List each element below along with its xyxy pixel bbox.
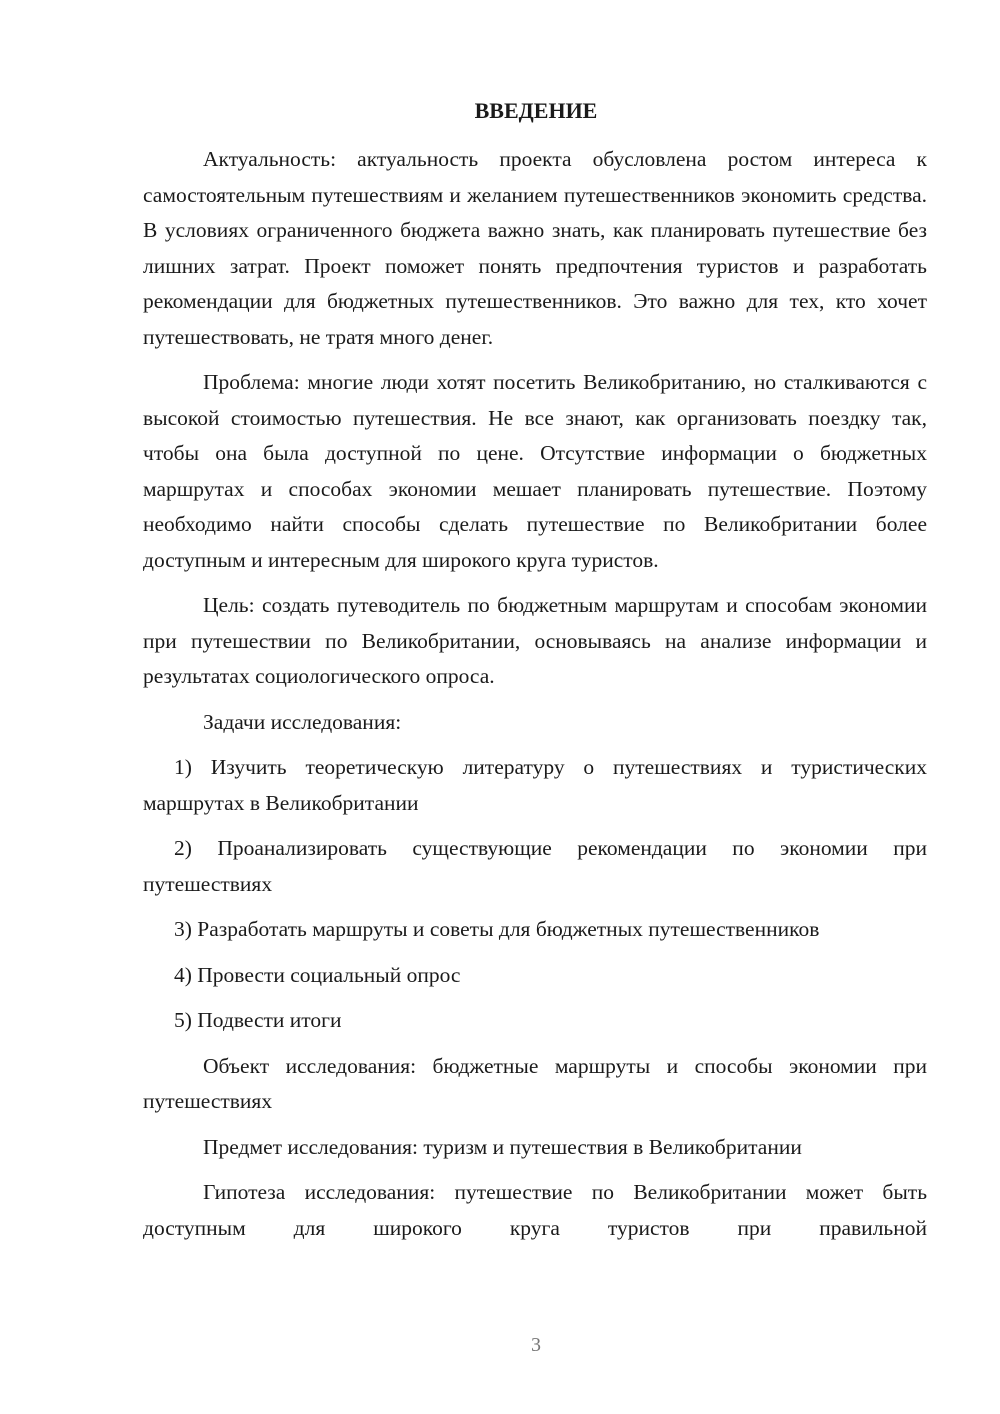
page-number: 3	[531, 1334, 541, 1356]
task-item-1: 1) Изучить теоретическую литературу о путешествиях и туристических маршрутах в Великобритании	[143, 755, 927, 815]
paragraph-problem: Проблема: многие люди хотят посетить Великобританию, но сталкиваются с высокой стоимостью путешествия. Не все знают, как организовать поездку так, чтобы она была доступной по цене. Отсутствие информации о бюджетных маршрутах и способах экономии мешает планировать путешествие. Поэтому необходимо найти способы сделать путешествие по Великобритании более доступным и интересным для широкого круга туристов.	[143, 370, 927, 572]
paragraph-hypothesis: Гипотеза исследования: путешествие по Великобритании может быть доступным для широкого круга туристов при правильной	[143, 1180, 927, 1240]
paragraph-goal: Цель: создать путеводитель по бюджетным маршрутам и способам экономии при путешествии по Великобритании, основываясь на анализе информации и результатах социологического опроса.	[143, 593, 927, 688]
tasks-heading: Задачи исследования:	[203, 709, 402, 734]
paragraph-object: Объект исследования: бюджетные маршруты и способы экономии при путешествиях	[143, 1053, 927, 1113]
paragraph-relevance: Актуальность: актуальность проекта обусловлена ростом интереса к самостоятельным путешествиям и желанием путешественников экономить средства. В условиях ограниченного бюджета важно знать, как планировать путешествие без лишних затрат. Проект поможет понять предпочтения туристов и разработать рекомендации для бюджетных путешественников. Это важно для тех, кто хочет путешествовать, не тратя много денег.	[143, 147, 927, 349]
task-item-5: 5) Подвести итоги	[174, 1008, 342, 1032]
task-item-2: 2) Проанализировать существующие рекомендации по экономии при путешествиях	[143, 836, 927, 896]
task-item-3: 3) Разработать маршруты и советы для бюджетных путешественников	[174, 917, 820, 941]
task-item-4: 4) Провести социальный опрос	[174, 962, 461, 987]
section-title: ВВЕДЕНИЕ	[474, 98, 598, 123]
paragraph-subject: Предмет исследования: туризм и путешествия в Великобритании	[203, 1134, 802, 1159]
document-body	[143, 142, 927, 1256]
